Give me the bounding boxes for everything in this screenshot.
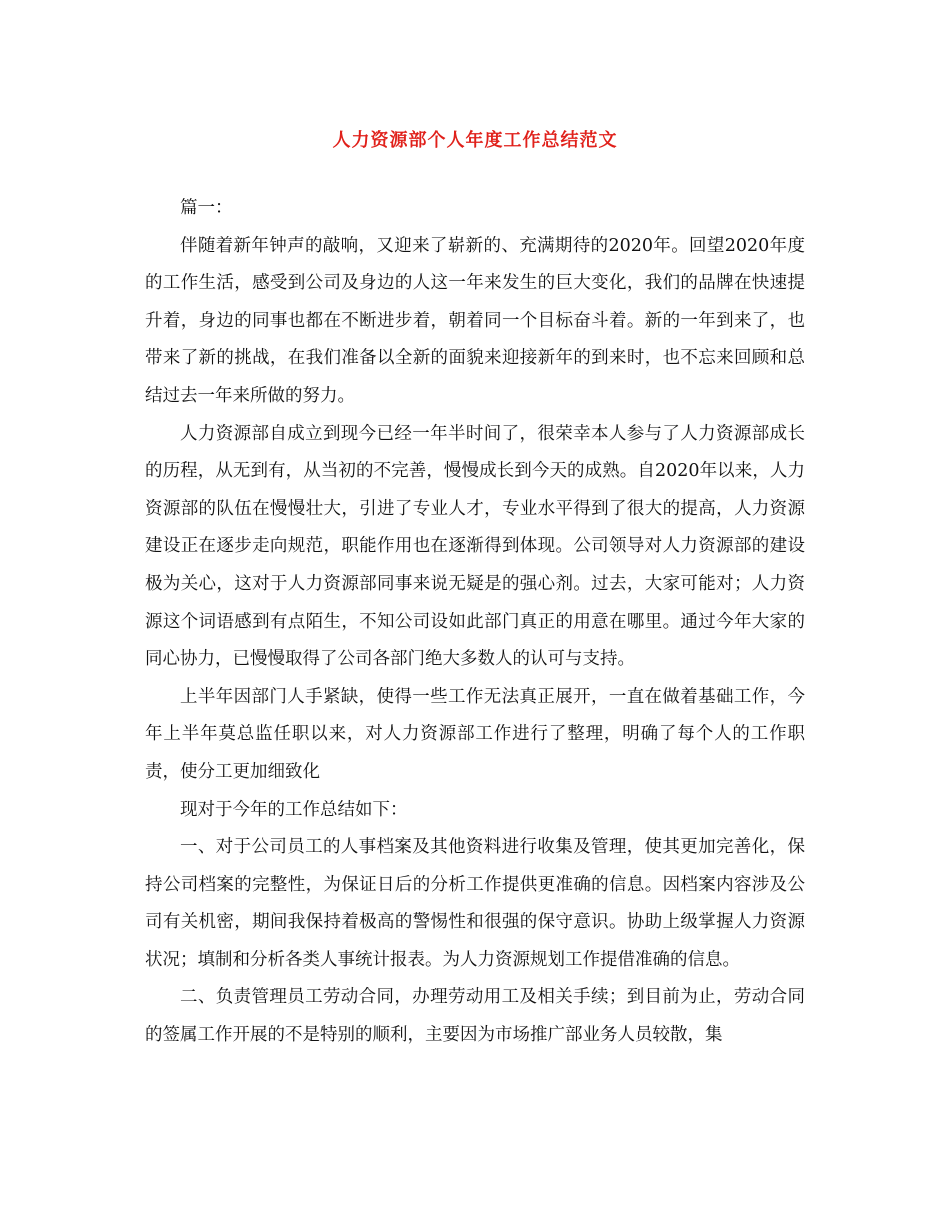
paragraph: 上半年因部门人手紧缺，使得一些工作无法真正展开，一直在做着基础工作，今年上半年莫总监任职以来，对人力资源部工作进行了整理，明确了每个人的工作职责，使分工更加细致化 — [145, 686, 805, 782]
section-heading: 篇一： — [180, 198, 233, 218]
paragraph: 二、负责管理员工劳动合同，办理劳动用工及相关手续；到目前为止，劳动合同的签属工作开展的不是特别的顺利，主要因为市场推广部业务人员较散，集 — [145, 987, 805, 1046]
paragraph: 现对于今年的工作总结如下： — [180, 799, 408, 820]
paragraph: 人力资源部自成立到现今已经一年半时间了，很荣幸本人参与了人力资源部成长的历程，从无到有，从当初的不完善，慢慢成长到今天的成熟。自2020年以来，人力资源部的队伍在慢慢壮大，引进了专业人才，专业水平得到了很大的提高，人力资源建设正在逐步走向规范，职能作用也在逐渐得到体现。公司领导对人力资源部的建设极为关心，这对于人力资源部同事来说无疑是的强心剂。过去，大家可能对；人力资源这个词语感到有点陌生，不知公司设如此部门真正的用意在哪里。通过今年大家的同心协力，已慢慢取得了公司各部门绝大多数人的认可与支持。 — [145, 423, 805, 670]
paragraph: 伴随着新年钟声的敲响，又迎来了崭新的、充满期待的2020年。回望2020年度的工作生活，感受到公司及身边的人这一年来发生的巨大变化，我们的品牌在快速提升着，身边的同事也都在不断进步着，朝着同一个目标奋斗着。新的一年到来了，也带来了新的挑战，在我们准备以全新的面貌来迎接新年的到来时，也不忘来回顾和总结过去一年来所做的努力。 — [145, 235, 805, 406]
paragraph: 一、对于公司员工的人事档案及其他资料进行收集及管理，使其更加完善化，保持公司档案的完整性，为保证日后的分析工作提供更准确的信息。因档案内容涉及公司有关机密，期间我保持着极高的警惕性和很强的保守意识。协助上级掌握人力资源状况；填制和分析各类人事统计报表。为人力资源规划工作提借准确的信息。 — [145, 837, 805, 970]
document-body — [145, 190, 805, 1055]
document-title: 人力资源部个人年度工作总结范文 — [332, 130, 618, 151]
